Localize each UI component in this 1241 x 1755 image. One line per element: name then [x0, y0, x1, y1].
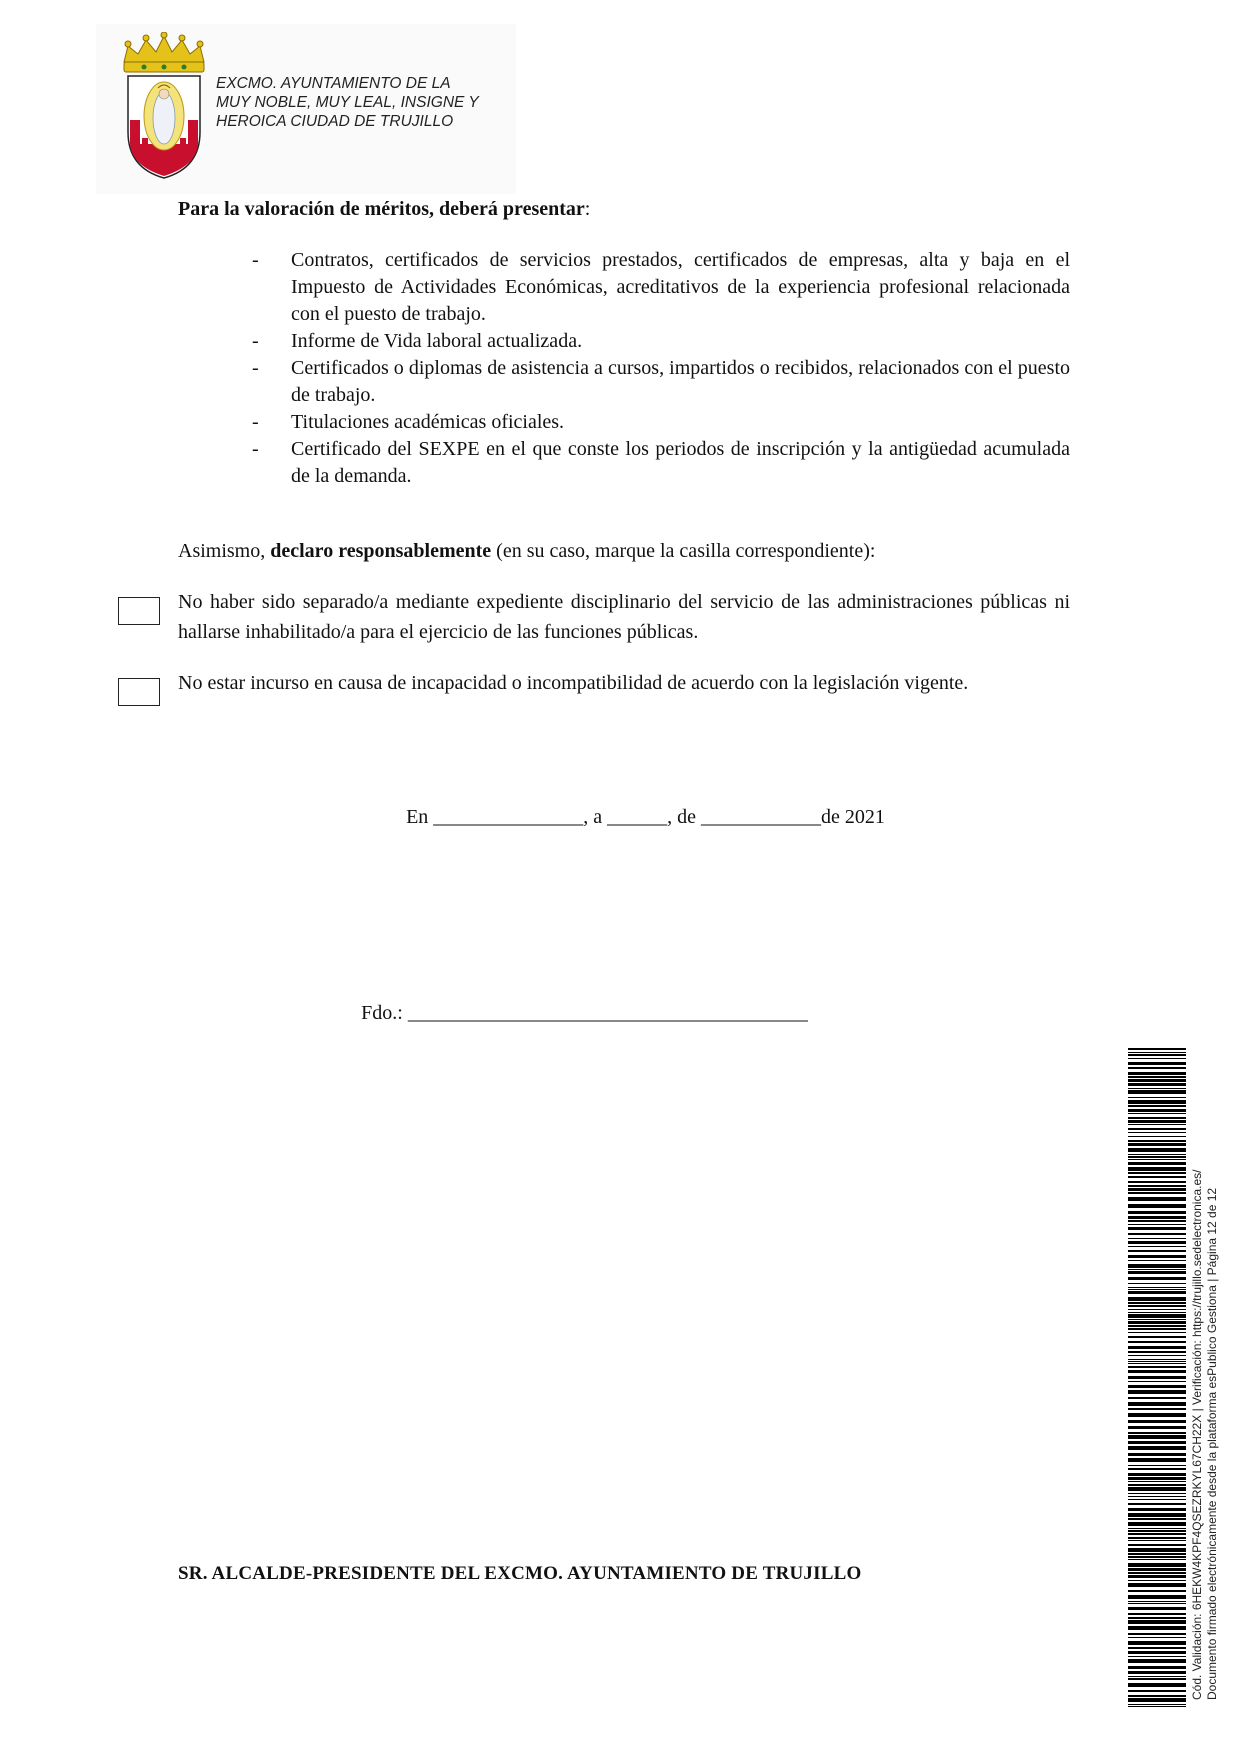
checkbox-not-separated[interactable] — [118, 597, 160, 625]
list-marker: - — [252, 249, 259, 271]
list-marker: - — [252, 357, 259, 379]
list-item: - Certificado del SEXPE en el que conste los periodos de inscripción y la antigüedad acumulada de la demanda. — [252, 438, 1070, 487]
list-item: - Informe de Vida laboral actualizada. — [252, 328, 1070, 355]
list-item: - Contratos, certificados de servicios prestados, certificados de empresas, alta y baja en el Impuesto de Actividades Económicas, acreditativos de la experiencia profesional relacionada con el puesto de trabajo. — [252, 249, 1070, 325]
institution-name: EXCMO. AYUNTAMIENTO DE LA MUY NOBLE, MUY LEAL, INSIGNE Y HEROICA CIUDAD DE TRUJILLO — [216, 75, 479, 130]
list-marker: - — [252, 438, 259, 460]
requirements-list — [252, 247, 1070, 490]
verification-text — [1190, 1040, 1224, 1700]
verification-code: Cód. Validación: 6HEKW4KPF4QSEZRKYL67CH22X | Verificación: https://trujillo.sedelectronica.es/ — [1190, 1169, 1204, 1700]
list-marker: - — [252, 330, 259, 352]
date-line[interactable]: En _______________, a ______, de ____________de 2021 — [406, 806, 885, 828]
barcode-icon — [1128, 1048, 1186, 1708]
signature-line[interactable]: Fdo.: ________________________________________ — [361, 1002, 808, 1024]
declaration-statement: Asimismo, declaro responsablemente (en su caso, marque la casilla correspondiente): — [178, 540, 876, 562]
declaration-option-not-incapacitated: No estar incurso en causa de incapacidad o incompatibilidad de acuerdo con la legislación vigente. — [118, 668, 1070, 730]
checkbox-not-incapacitated[interactable] — [118, 678, 160, 706]
list-marker: - — [252, 411, 259, 433]
signature-platform: Documento firmado electrónicamente desde la plataforma esPublico Gestiona | Página 12 de 12 — [1205, 1187, 1219, 1700]
list-item: - Titulaciones académicas oficiales. — [252, 409, 1070, 436]
coat-of-arms-icon — [114, 32, 214, 182]
letterhead — [96, 24, 516, 194]
declaration-option-not-separated: No haber sido separado/a mediante expediente disciplinario del servicio de las administraciones públicas ni hallarse inhabilitado/a para el ejercicio de las funciones públicas. — [118, 587, 1070, 649]
list-item: - Certificados o diplomas de asistencia a cursos, impartidos o recibidos, relacionados con el puesto de trabajo. — [252, 357, 1070, 406]
merits-intro: Para la valoración de méritos, deberá presentar: — [178, 198, 591, 220]
addressee: SR. ALCALDE-PRESIDENTE DEL EXCMO. AYUNTAMIENTO DE TRUJILLO — [178, 1563, 862, 1584]
